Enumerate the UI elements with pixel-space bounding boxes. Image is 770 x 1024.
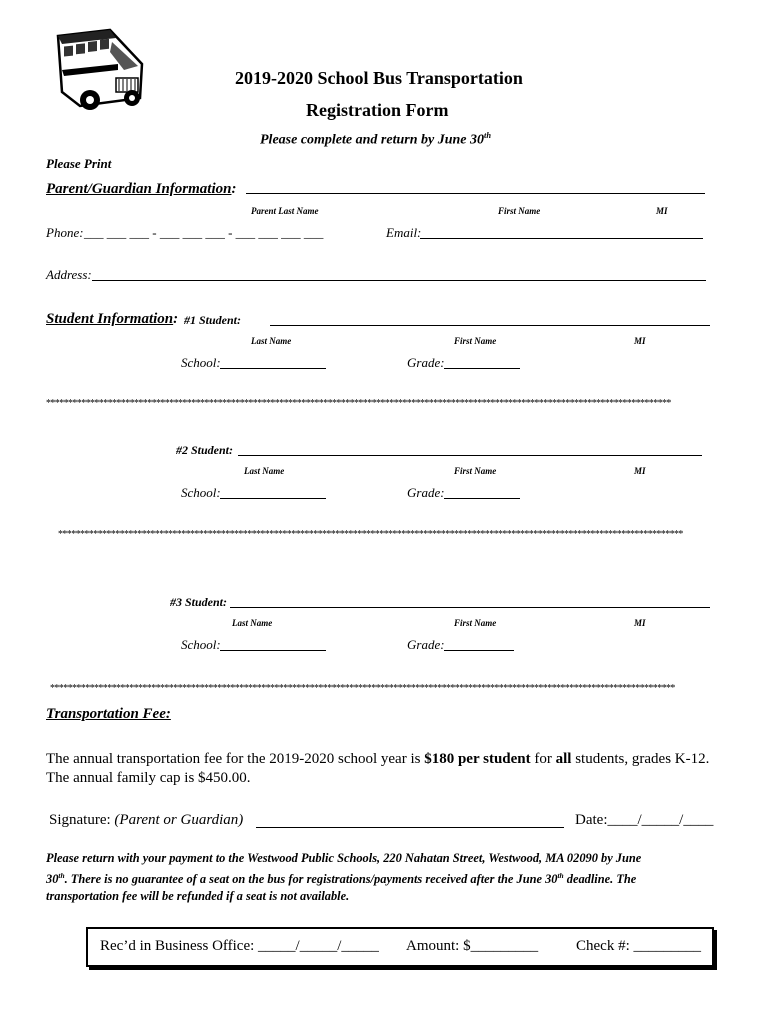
student-1-grade-label: Grade:: [407, 355, 445, 370]
check-number-field[interactable]: Check #: _________: [576, 938, 701, 954]
form-title-line2: Registration Form: [306, 100, 449, 120]
phone-field[interactable]: ___ ___ ___ - ___ ___ ___ - ___ ___ ___ ___: [84, 225, 324, 240]
student-1-last-name-label: Last Name: [251, 336, 292, 346]
student-2-school-field[interactable]: [220, 498, 326, 499]
student-2-grade-label: Grade:: [407, 485, 445, 500]
student-1-school-label: School:: [181, 355, 221, 370]
student-3-label: #3 Student:: [170, 595, 228, 609]
student-3-school-field[interactable]: [220, 650, 326, 651]
parent-first-name-label: First Name: [498, 206, 541, 216]
student-2-name-field[interactable]: [238, 455, 702, 456]
transportation-fee-heading: Transportation Fee:: [46, 706, 171, 722]
email-label: Email:: [386, 225, 422, 240]
student-3-grade-field[interactable]: [444, 650, 514, 651]
separator-2: **********************************************************************************************************************************************: [58, 529, 683, 540]
address-field[interactable]: [92, 280, 706, 281]
student-1-label: #1 Student:: [184, 313, 242, 327]
student-2-first-name-label: First Name: [454, 466, 497, 476]
student-1-mi-label: MI: [634, 336, 646, 346]
phone-label: Phone:: [46, 225, 84, 240]
student-3-grade-label: Grade:: [407, 637, 445, 652]
signature-label: Signature: (Parent or Guardian): [49, 812, 244, 828]
school-bus-icon: [50, 26, 148, 112]
amount-field[interactable]: Amount: $_________: [406, 938, 539, 954]
signature-field[interactable]: [256, 827, 564, 828]
student-2-mi-label: MI: [634, 466, 646, 476]
email-field[interactable]: [420, 238, 703, 239]
parent-name-field[interactable]: [246, 193, 705, 194]
student-3-first-name-label: First Name: [454, 618, 497, 628]
address-label: Address:: [46, 267, 92, 282]
family-cap-text: The annual family cap is $450.00.: [46, 770, 251, 786]
student-3-school-label: School:: [181, 637, 221, 652]
student-2-grade-field[interactable]: [444, 498, 520, 499]
student-information-heading: Student Information:: [46, 311, 179, 327]
return-instructions: Please return with your payment to the Westwood Public Schools, 220 Nahatan Street, Westwood, MA 02090 by June 30th. There is no guarantee of a seat on the bus for registrations/payments received after the June 30th deadline. The transportation fee will be refunded if a seat is not available.: [46, 851, 642, 904]
student-2-last-name-label: Last Name: [244, 466, 285, 476]
fee-description-line1: The annual transportation fee for the 2019-2020 school year is $180 per student for all students, grades K-12.: [46, 751, 710, 767]
student-2-school-label: School:: [181, 485, 221, 500]
student-1-school-field[interactable]: [220, 368, 326, 369]
separator-1: **********************************************************************************************************************************************: [46, 398, 671, 409]
recd-date-field[interactable]: Rec’d in Business Office: _____/_____/_____: [100, 938, 379, 954]
parent-mi-label: MI: [656, 206, 668, 216]
student-3-last-name-label: Last Name: [232, 618, 273, 628]
student-3-mi-label: MI: [634, 618, 646, 628]
separator-3: **********************************************************************************************************************************************: [50, 683, 675, 694]
please-print-label: Please Print: [46, 156, 112, 171]
parent-guardian-heading: Parent/Guardian Information:: [46, 181, 237, 197]
student-1-first-name-label: First Name: [454, 336, 497, 346]
parent-last-name-label: Parent Last Name: [251, 206, 319, 216]
student-1-grade-field[interactable]: [444, 368, 520, 369]
student-3-name-field[interactable]: [230, 607, 710, 608]
student-1-name-field[interactable]: [270, 325, 710, 326]
form-title-line1: 2019-2020 School Bus Transportation: [235, 68, 523, 88]
return-by-instruction: Please complete and return by June 30th: [260, 131, 491, 148]
date-field[interactable]: Date:____/_____/____: [575, 812, 714, 828]
business-office-box: [86, 927, 714, 967]
student-2-label: #2 Student:: [176, 443, 234, 457]
